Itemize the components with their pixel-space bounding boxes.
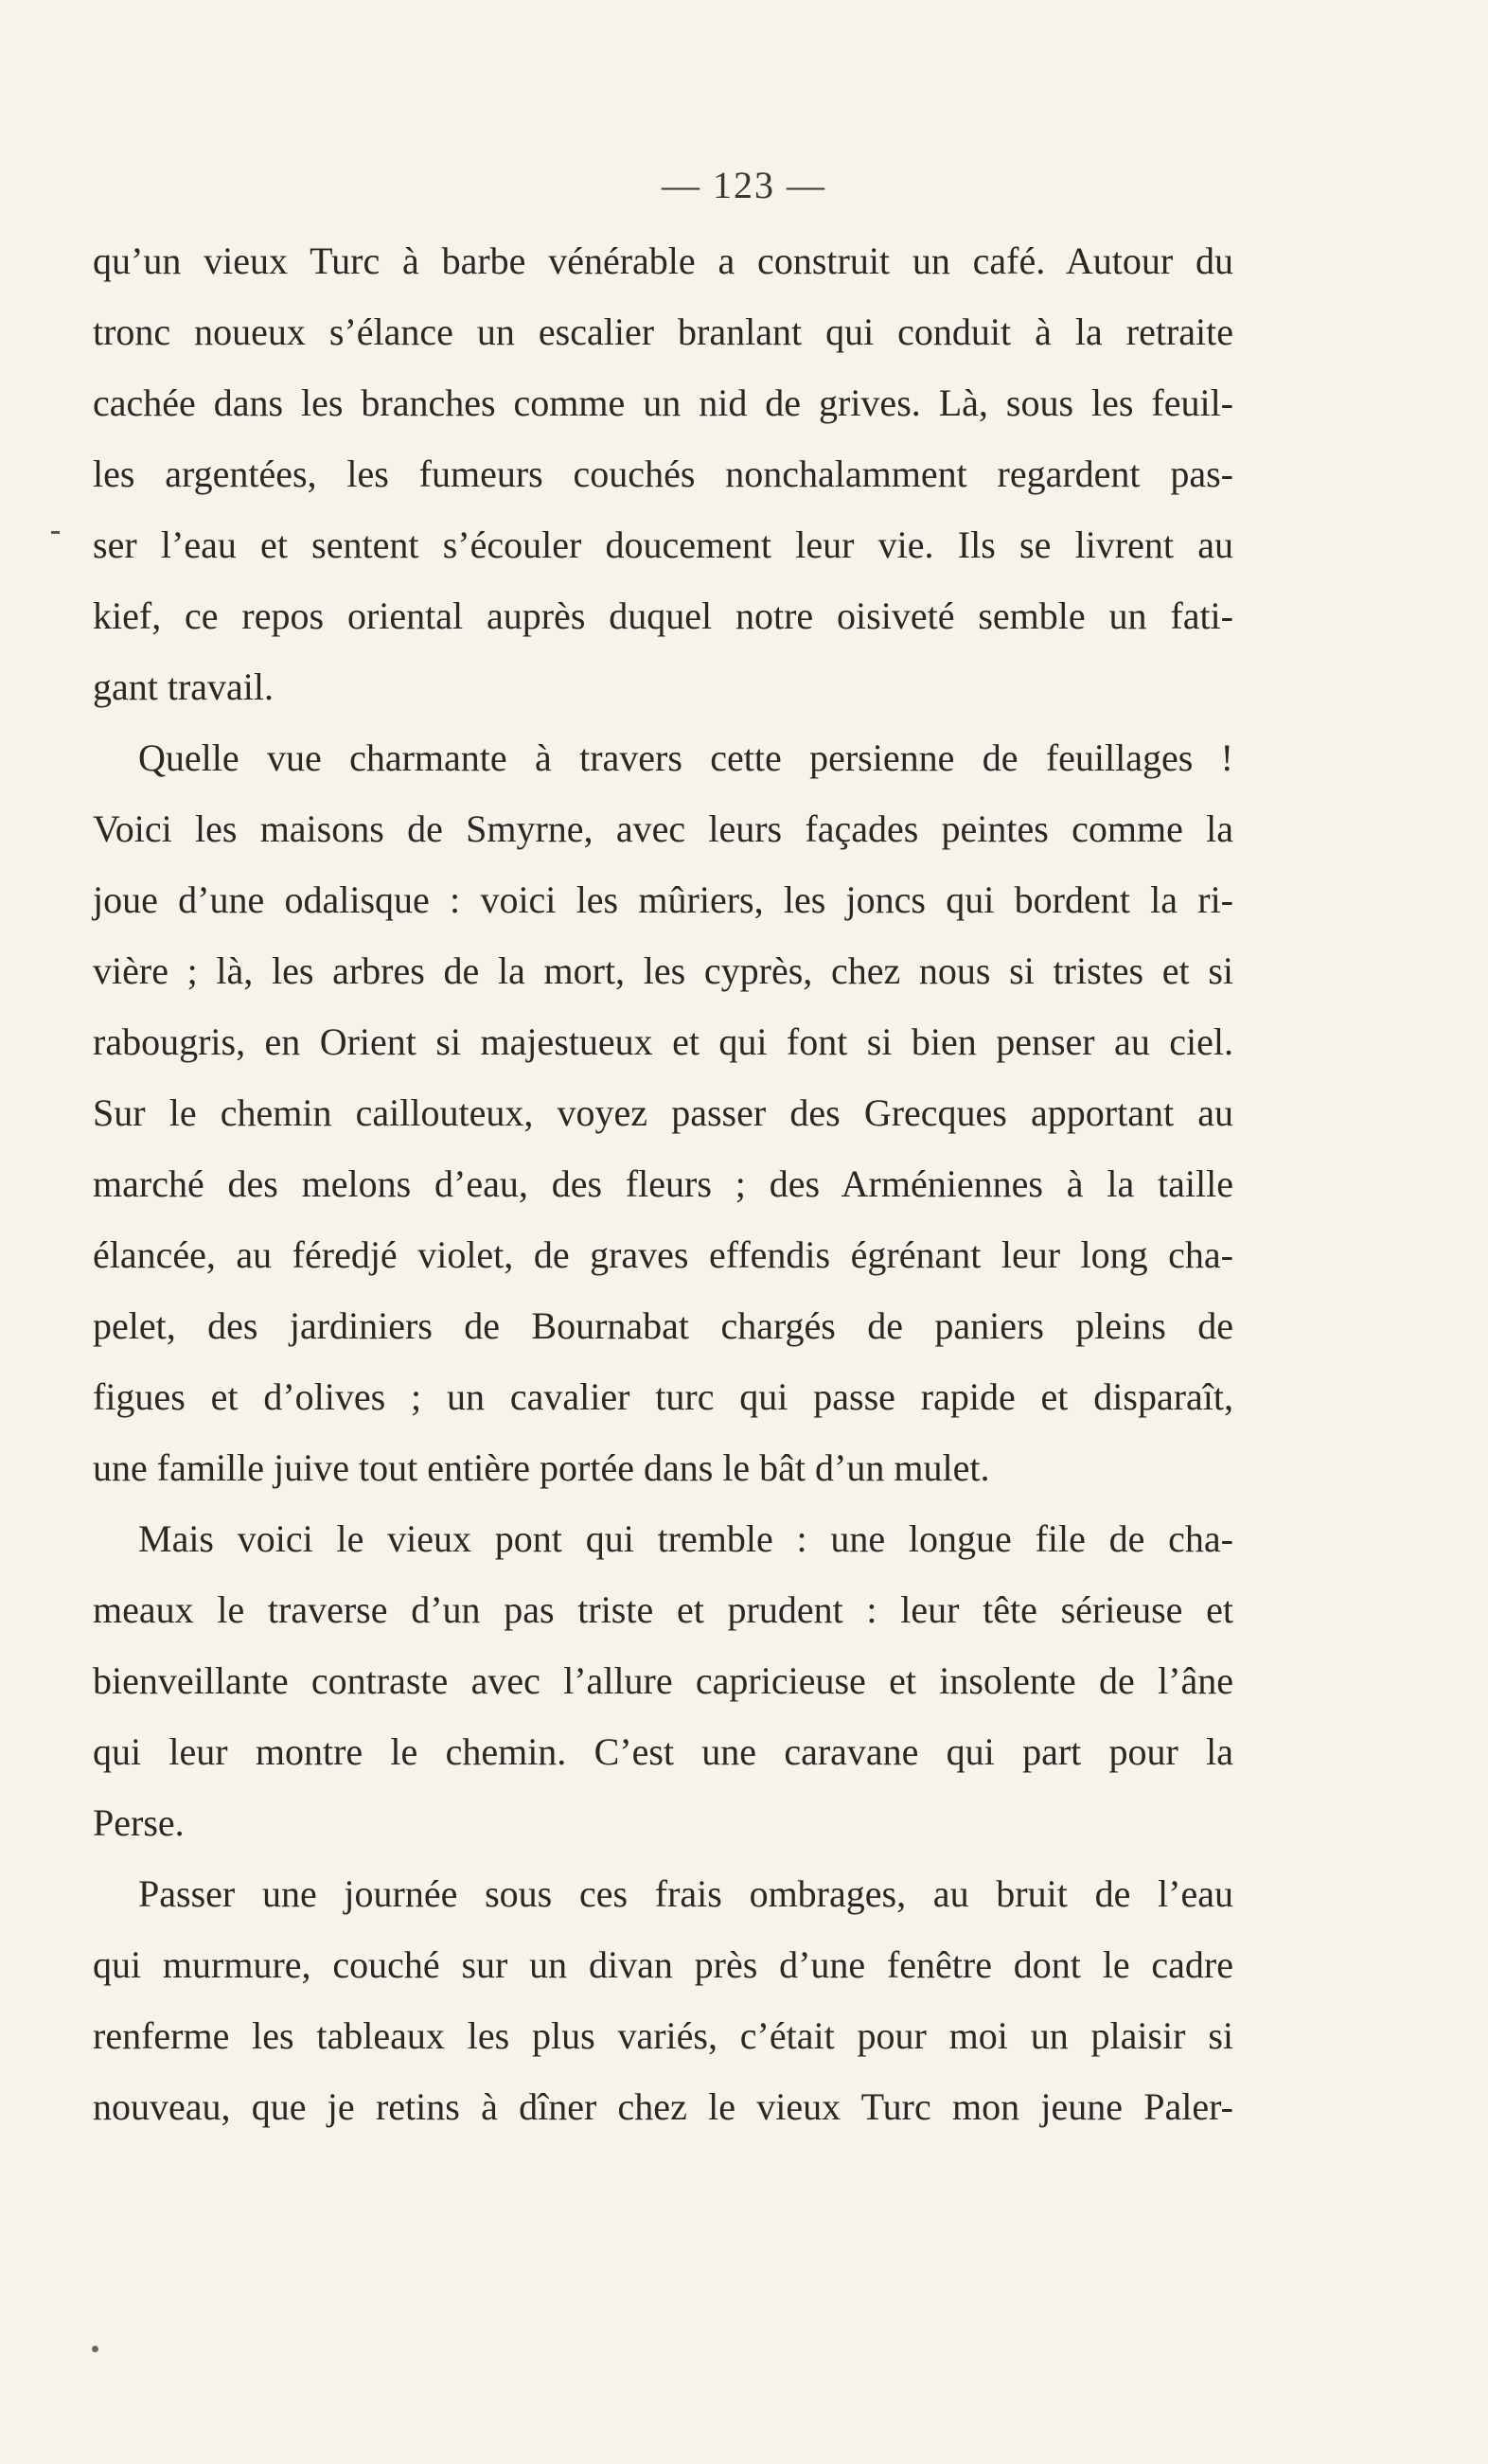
text-line: figues et d’olives ; un cavalier turc qui passe rapide et disparaît, [93,1375,1233,1418]
text-line: qu’un vieux Turc à barbe vénérable a construit un café. Autour du [93,239,1233,282]
text-line: nouveau, que je retins à dîner chez le vieux Turc mon jeune Paler- [93,2085,1233,2128]
ink-speck [92,2346,98,2352]
text-line: les argentées, les fumeurs couchés nonchalamment regardent pas- [93,452,1233,495]
text-line: tronc noueux s’élance un escalier branlant qui conduit à la retraite [93,310,1233,353]
text-line: rabougris, en Orient si majestueux et qui font si bien penser au ciel. [93,1020,1233,1063]
margin-mark [51,531,60,534]
text-line: ser l’eau et sentent s’écouler doucement leur vie. Ils se livrent au [93,523,1233,566]
text-line: une famille juive tout entière portée dans le bât d’un mulet. [93,1446,990,1489]
text-line: Mais voici le vieux pont qui tremble : une longue file de cha- [138,1517,1233,1560]
text-line: joue d’une odalisque : voici les mûriers, les joncs qui bordent la ri- [93,878,1233,921]
text-line: renferme les tableaux les plus variés, c’était pour moi un plaisir si [93,2014,1233,2057]
text-line: Sur le chemin caillouteux, voyez passer des Grecques apportant au [93,1091,1233,1134]
text-line: gant travail. [93,665,275,708]
paragraph-4 [93,1858,1233,2142]
text-line: cachée dans les branches comme un nid de grives. Là, sous les feuil- [93,381,1233,424]
text-line: vière ; là, les arbres de la mort, les cyprès, chez nous si tristes et si [93,949,1233,992]
text-line: Quelle vue charmante à travers cette persienne de feuillages ! [138,736,1233,779]
text-line: meaux le traverse d’un pas triste et prudent : leur tête sérieuse et [93,1588,1233,1631]
text-line: kief, ce repos oriental auprès duquel notre oisiveté semble un fati- [93,594,1233,637]
paragraph-2 [93,722,1233,1503]
text-line: marché des melons d’eau, des fleurs ; des Arméniennes à la taille [93,1162,1233,1205]
text-line: qui leur montre le chemin. C’est une caravane qui part pour la [93,1730,1233,1773]
text-line: bienveillante contraste avec l’allure capricieuse et insolente de l’âne [93,1659,1233,1702]
paragraph-1 [93,225,1233,722]
page-number: — 123 — [662,164,826,206]
text-line: Passer une journée sous ces frais ombrages, au bruit de l’eau [138,1872,1233,1915]
body-text [93,225,1233,2142]
text-line: Voici les maisons de Smyrne, avec leurs façades peintes comme la [93,807,1233,850]
paragraph-3 [93,1503,1233,1858]
text-line: élancée, au féredjé violet, de graves effendis égrénant leur long cha- [93,1233,1233,1276]
text-line: pelet, des jardiniers de Bournabat chargés de paniers pleins de [93,1304,1233,1347]
text-line: qui murmure, couché sur un divan près d’une fenêtre dont le cadre [93,1943,1233,1986]
text-line: Perse. [93,1801,185,1844]
